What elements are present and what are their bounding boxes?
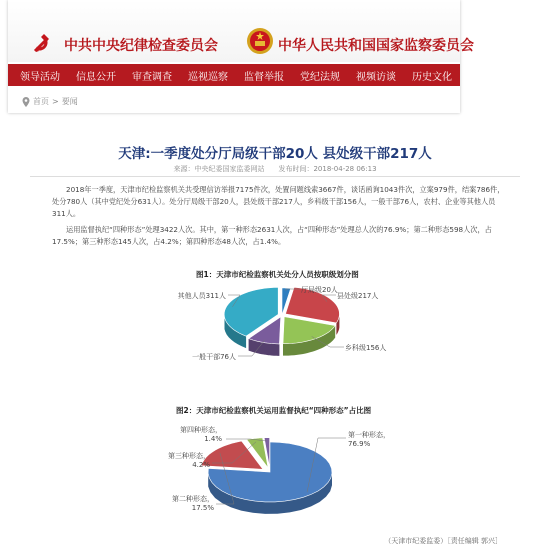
nav-item[interactable]: 历史文化 [412,71,452,83]
nav-item[interactable]: 审查调查 [132,71,172,83]
data-label: 第三种形态， [168,452,210,460]
article-source: （天津市纪委监委）［责任编辑 郭兴］ [384,537,502,545]
data-label: 县处级217人 [337,292,379,300]
nav-item[interactable]: 视频访谈 [356,71,396,83]
article-meta: 来源：中央纪委国家监委网站 发布时间：2018-04-28 06:13 [173,165,377,173]
nav-item[interactable]: 领导活动 [20,71,60,83]
data-label: 第一种形态， [348,431,390,439]
chart-1-title: 图1：天津市纪检监察机关处分人员按职级划分图 [196,270,359,279]
chart-2-title: 图2：天津市纪检监察机关运用监督执纪“四种形态”占比图 [176,406,372,415]
data-label: 76.9% [348,440,371,448]
article-paragraph: 运用监督执纪“四种形态”处理3422人次。其中，第一种形态2631人次，占“四种形态”处理总人次的76.9%；第二种形态598人次，占17.5%；第三种形态145人次，占4.2%；第四种形态48人次，占1.4%。 [52,225,492,246]
data-label: 第二种形态， [172,495,214,503]
article-title: 天津:一季度处分厅局级干部20人 县处级干部217人 [118,146,432,162]
pie-chart-1 [178,285,387,361]
data-label: 乡科级156人 [345,344,387,352]
breadcrumb-current[interactable]: 要闻 [61,97,78,106]
data-label: 17.5% [191,504,214,512]
nav-item[interactable]: 信息公开 [76,71,116,83]
data-label: 厅局级20人 [301,286,338,294]
data-label: 1.4% [204,435,222,443]
brand-right-title[interactable]: 中华人民共和国国家监察委员会 [278,38,474,54]
article-paragraph: 2018年一季度，天津市纪检监察机关共受理信访举报7175件次，处置问题线索3667件，谈话函询1043件次，立案979件，结案786件，处分780人（其中党纪处分631人）。处分厅局级干部20人，县处级干部217人，乡科级干部156人，一般干部76人，农村、企业等其他人员311人。 [52,185,505,218]
breadcrumb [22,96,78,107]
article [0,118,550,559]
breadcrumb-home[interactable]: 首页 [33,97,49,106]
location-pin-icon [22,97,30,107]
data-label: 一般干部76人 [192,353,236,361]
nav-item[interactable]: 监督举报 [244,71,284,83]
data-label: 其他人员311人 [177,292,226,300]
site-header [8,0,474,113]
national-emblem-icon [245,26,275,56]
nav-item[interactable]: 巡视巡察 [188,71,228,83]
chart-1 [0,118,550,559]
data-label: 第四种形态， [180,426,222,434]
party-emblem-icon [30,30,56,56]
pie-chart-2 [168,425,390,514]
data-label: 4.2% [192,461,210,469]
brand-left-title[interactable]: 中共中央纪律检查委员会 [64,38,218,54]
breadcrumb-separator: > [52,97,59,106]
brand-bar [8,0,474,62]
nav-item[interactable]: 党纪法规 [300,71,340,83]
main-nav [8,64,460,86]
